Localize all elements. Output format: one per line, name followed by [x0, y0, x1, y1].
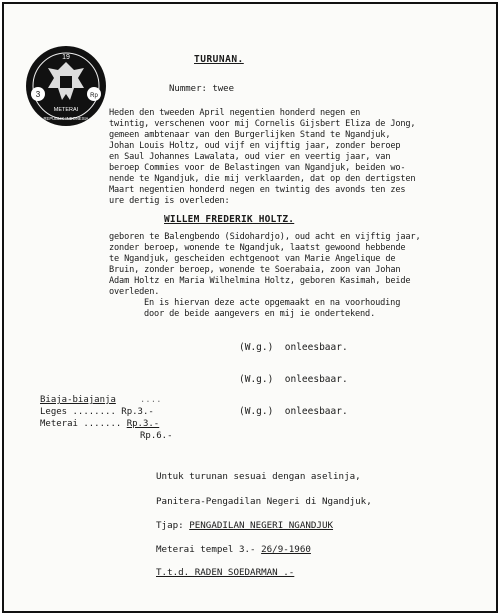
- stamp-value: PENGADILAN NEGERI NGANDJUK: [189, 520, 334, 531]
- costs-header: Biaja-biajanja: [40, 395, 116, 405]
- leges-value: Rp.3.-: [121, 407, 154, 417]
- deceased-name: WILLEM FREDERIK HOLTZ.: [164, 214, 295, 225]
- signature-line: (W.g.) onleesbaar.: [239, 406, 348, 417]
- paragraph-line: Bruin, zonder beroep, wonende te Soerabaia, zoon van Johan: [109, 265, 401, 275]
- stamp-label: Tjap:: [156, 520, 190, 531]
- signed-by-line: T.t.d. RADEN SOEDARMAN .-: [156, 567, 295, 578]
- paragraph-line: te Ngandjuk, gescheiden echtgenoot van Marie Angelique de: [109, 254, 396, 264]
- paragraph-line: beroep Commies voor de Belastingen van Ngandjuk, beiden wo-: [109, 163, 406, 173]
- signature-line: (W.g.) onleesbaar.: [239, 374, 348, 385]
- revenue-stamp-seal: [24, 44, 108, 128]
- document-page: [2, 2, 498, 613]
- seal-top-text: 19: [62, 54, 70, 61]
- closing-paragraph: [144, 298, 494, 320]
- paragraph-line: twintig, verschenen voor mij Cornelis Gijsbert Eliza de Jong,: [109, 119, 416, 129]
- paragraph-line: ure dertig is overleden:: [109, 196, 230, 206]
- paragraph-line: Heden den tweeden April negentien honderd negen en: [109, 108, 361, 118]
- costs-header-dots: ....: [139, 395, 162, 405]
- certification-meterai-line: [156, 544, 311, 555]
- certification-stamp-line: [156, 520, 333, 531]
- meterai-label: Meterai .......: [40, 419, 122, 429]
- paragraph-line: nende te Ngandjuk, die mij verklaarden, dat op den dertigsten: [109, 174, 416, 184]
- leges-label: Leges ........: [40, 407, 116, 417]
- paragraph-line: geboren te Balengbendo (Sidohardjo), oud acht en vijftig jaar,: [109, 232, 421, 242]
- meterai-tempel-label: Meterai tempel 3.-: [156, 544, 262, 555]
- paragraph-line: Maart negentien honderd negen en twintig des avonds ten zes: [109, 185, 406, 195]
- deceased-details-paragraph: [109, 232, 494, 298]
- seal-rim-text: REPUBLIK INDONESIA: [43, 116, 89, 121]
- certification-line: Untuk turunan sesuai dengan aselinja,: [156, 471, 361, 482]
- seal-bottom-text: METERAI: [53, 107, 79, 113]
- seal-left-value: 3: [35, 90, 41, 99]
- paragraph-line: zonder beroep, wonende te Ngandjuk, laatst gewoond hebbende: [109, 243, 406, 253]
- meterai-tempel-date: 26/9-1960: [261, 544, 311, 555]
- declaration-paragraph: [109, 108, 494, 207]
- signature-line: (W.g.) onleesbaar.: [239, 342, 348, 353]
- document-title: TURUNAN.: [194, 54, 244, 65]
- paragraph-line: door de beide aangevers en mij ie ondertekend.: [144, 309, 376, 319]
- paragraph-line: En is hiervan deze acte opgemaakt en na voorhouding: [144, 298, 401, 308]
- paragraph-line: Johan Louis Holtz, oud vijf en vijftig jaar, zonder beroep: [109, 141, 401, 151]
- meterai-value: Rp.3.-: [126, 419, 160, 429]
- costs-table: [40, 395, 173, 443]
- certification-line: Panitera-Pengadilan Negeri di Ngandjuk,: [156, 496, 372, 507]
- paragraph-line: overleden.: [109, 287, 160, 297]
- costs-total: Rp.6.-: [140, 431, 173, 441]
- paragraph-line: Adam Holtz en Maria Wilhelmina Holtz, geboren Kasimah, beide: [109, 276, 411, 286]
- seal-right-value: Rp: [90, 93, 98, 99]
- paragraph-line: gemeen ambtenaar van den Burgerlijken Stand te Ngandjuk,: [109, 130, 391, 140]
- document-number: Nummer: twee: [169, 84, 235, 94]
- paragraph-line: en Saul Johannes Lawalata, oud vier en veertig jaar, van: [109, 152, 391, 162]
